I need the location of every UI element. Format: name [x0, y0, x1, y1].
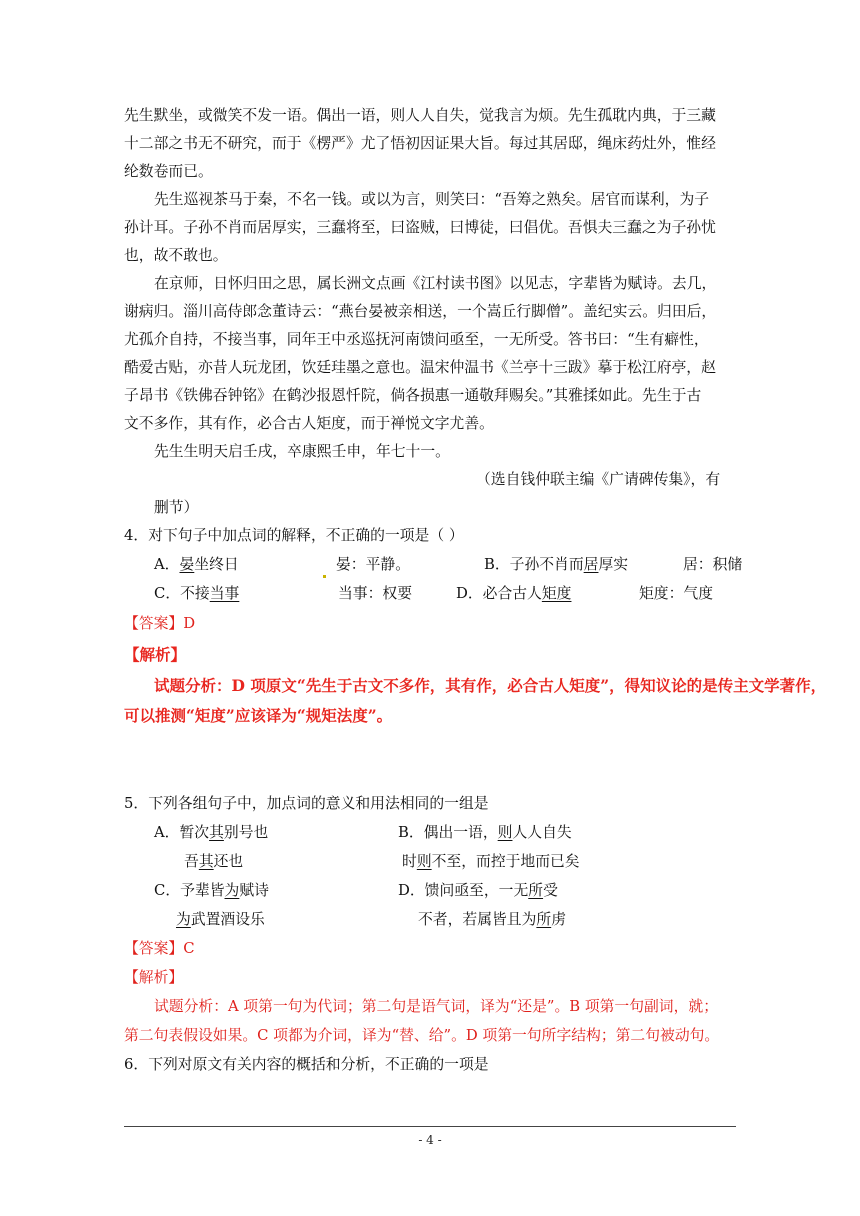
q4-option-b: B．子孙不肖而居厚实 — [484, 556, 629, 573]
q4-option-a-word: 晏 — [179, 556, 195, 573]
q5-option-c-1: C．予辈皆为赋诗 — [154, 882, 269, 899]
q5-option-d-2: 不者，若属皆且为所虏 — [418, 911, 567, 928]
q4-stem: 4．对下句子中加点词的解释，不正确的一项是（ ） — [124, 527, 464, 544]
q5-option-b-2: 时则不至，而控于地而已矣 — [402, 853, 580, 870]
emphasis-dot — [323, 575, 326, 578]
q4-option-b-word: 居 — [583, 556, 599, 573]
q4-analysis-cont: 可以推测“矩度”应该译为“规矩法度”。 — [124, 706, 393, 725]
source-note-cont: 删节） — [154, 499, 199, 516]
passage-line: 在京师，日怀归田之思，属长洲文点画《江村读书图》以见志，字辈皆为赋诗。去几， — [154, 275, 717, 292]
q6-stem: 6．下列对原文有关内容的概括和分析，不正确的一项是 — [124, 1056, 489, 1073]
q4-option-c-word: 当事 — [209, 585, 240, 602]
passage-line: 十二部之书无不研究，而于《楞严》尤了悟初因证果大旨。每过其居邸，绳床药灶外，惟经 — [124, 135, 716, 152]
q5-analysis: 试题分析：A 项第一句为代词；第二句是语气词，译为“还是”。B 项第一句副词，就； — [154, 998, 718, 1015]
q5-option-a-1: A．暂次其别号也 — [154, 824, 269, 841]
q4-analysis: 试题分析：D 项原文“先生于古文不多作，其有作，必合古人矩度”，得知议论的是传主文学著作， — [154, 676, 827, 695]
q4-option-a-explanation: 晏：平静。 — [336, 556, 410, 573]
q4-option-c-explanation: 当事：权要 — [338, 585, 412, 602]
q4-option-d: D．必合古人矩度 — [456, 585, 572, 602]
passage-line: 先生生明天启壬戌，卒康熙壬申，年七十一。 — [154, 443, 450, 460]
passage-line: 先生巡视茶马于秦，不名一钱。或以为言，则笑曰：“吾筹之熟矣。居官而谋利，为子 — [154, 191, 710, 208]
passage-line: 先生默坐，或微笑不发一语。偶出一语，则人人自失，觉我言为烦。先生孤耽内典，于三藏 — [124, 107, 716, 124]
passage-line: 纶数卷而已。 — [124, 163, 213, 180]
page-number: - 4 - — [418, 1133, 442, 1147]
source-note: （选自钱仲联主编《广请碑传集》，有 — [476, 471, 721, 488]
passage-line: 尤孤介自持，不接当事，同年王中丞巡抚河南馈问亟至，一无所受。答书曰：“生有癖性， — [124, 331, 709, 348]
q5-option-a-2: 吾其还也 — [184, 853, 244, 870]
passage-line: 孙计耳。子孙不肖而居厚实，三蠢将至，曰盗贼，曰博徒，曰倡优。吾惧夫三蠢之为子孙忧 — [124, 219, 716, 236]
q4-option-d-word: 矩度 — [541, 585, 572, 602]
q4-answer: 【答案】D — [124, 615, 196, 632]
q5-analysis-cont: 第二句表假设如果。C 项都为介词，译为“替、给”。D 项第一句所字结构；第二句被动句。 — [124, 1027, 720, 1044]
footer-divider — [124, 1126, 736, 1127]
passage-line: 文不多作，其有作，必合古人矩度，而于禅悦文字尤善。 — [124, 415, 494, 432]
q4-option-c: C．不接当事 — [154, 585, 240, 602]
q4-option-d-explanation: 矩度：气度 — [639, 585, 713, 602]
q5-stem: 5．下列各组句子中，加点词的意义和用法相同的一组是 — [124, 795, 489, 812]
q5-answer: 【答案】C — [124, 940, 195, 957]
passage-line: 子昂书《铁佛吞钟铭》在鹤沙报恩忏院，倘各损惠一通敬拜赐矣。”其雅揉如此。先生于古 — [124, 387, 702, 404]
passage-line: 也，故不敢也。 — [124, 247, 228, 264]
q4-analysis-label: 【解析】 — [124, 645, 187, 664]
q5-option-b-1: B．偶出一语，则人人自失 — [398, 824, 572, 841]
q5-option-c-2: 为武置酒设乐 — [176, 911, 265, 928]
q5-analysis-label: 【解析】 — [124, 969, 184, 986]
passage-line: 酷爱古贴，亦昔人玩龙团，饮廷珪墨之意也。温宋仲温书《兰亭十三跋》摹于松江府亭，赵 — [124, 359, 716, 376]
passage-line: 谢病归。淄川高侍郎念董诗云：“燕台晏被亲相送，一个嵩丘行脚僧”。盖纪实云。归田后， — [124, 303, 717, 320]
q4-option-a: A．晏坐终日 — [154, 556, 239, 573]
q4-option-b-explanation: 居：积储 — [683, 556, 743, 573]
q5-option-d-1: D．馈问亟至，一无所受 — [398, 882, 558, 899]
